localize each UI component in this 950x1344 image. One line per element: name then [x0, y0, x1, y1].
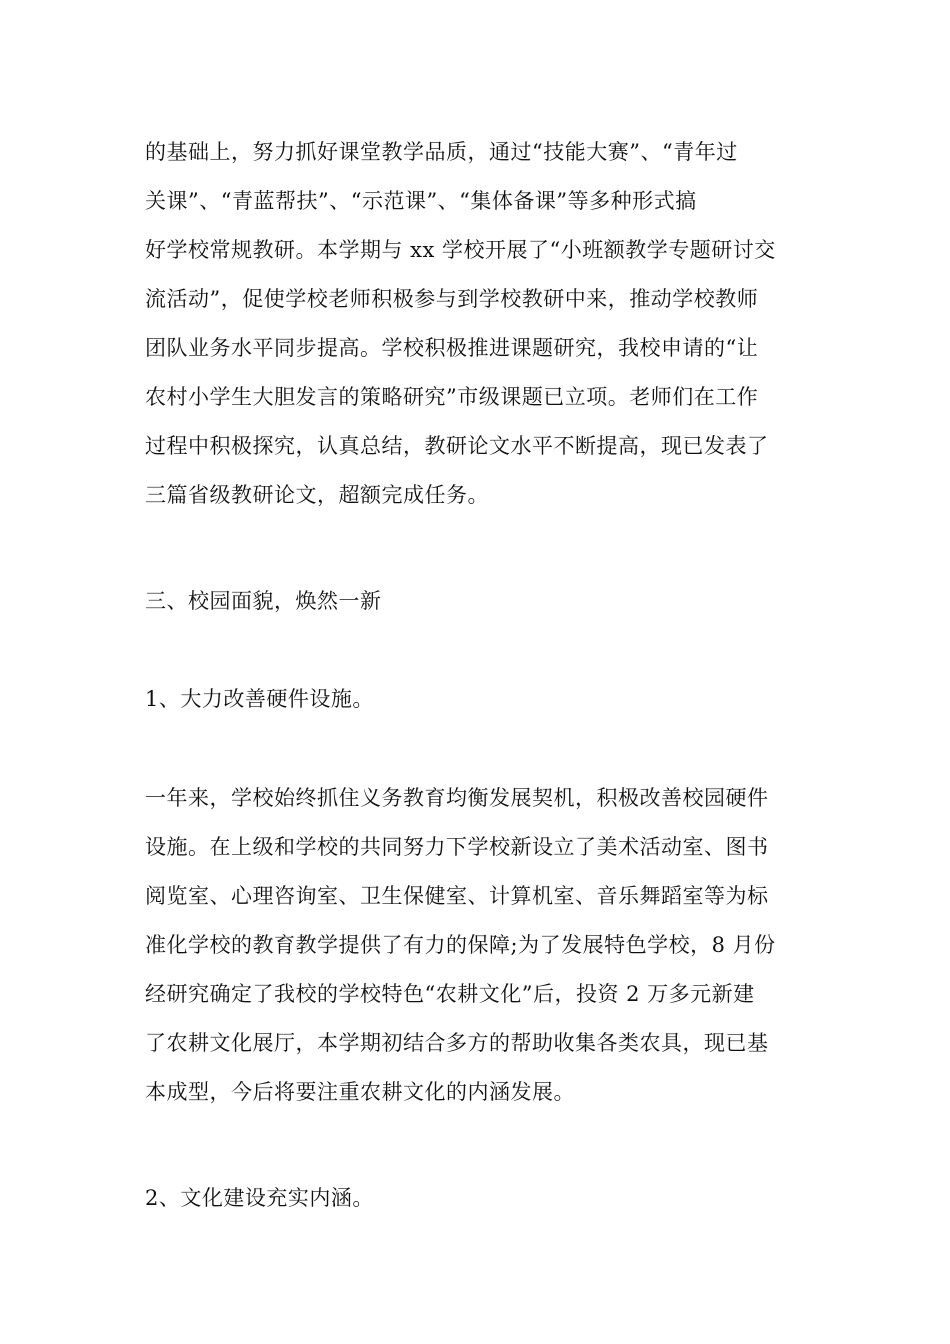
text-line: 一年来，学校始终抓住义务教育均衡发展契机，积极改善校园硬件 — [145, 786, 769, 810]
text-line: 关课”、“青蓝帮扶”、“示范课”、“集体备课”等多种形式搞 — [145, 189, 697, 213]
text-line: 了农耕文化展厅，本学期初结合多方的帮助收集各类农具，现已基 — [145, 1031, 769, 1055]
text-line: 农村小学生大胆发言的策略研究”市级课题已立项。老师们在工作 — [145, 385, 759, 409]
text-line: 本成型，今后将要注重农耕文化的内涵发展。 — [145, 1080, 575, 1104]
section-heading: 三、校园面貌，焕然一新 — [145, 589, 382, 613]
text-line: 三篇省级教研论文，超额完成任务。 — [145, 483, 489, 507]
text-line: 流活动”，促使学校老师积极参与到学校教研中来，推动学校教师 — [145, 287, 759, 311]
text-line: 经研究确定了我校的学校特色“农耕文化”后，投资 2 万多元新建 — [145, 982, 755, 1006]
text-line: 好学校常规教研。本学期与 xx 学校开展了“小班额教学专题研讨交 — [145, 238, 776, 262]
text-line: 的基础上，努力抓好课堂教学品质，通过“技能大赛”、“青年过 — [145, 140, 738, 164]
text-line: 过程中积极探究，认真总结，教研论文水平不断提高，现已发表了 — [145, 434, 769, 458]
text-line: 设施。在上级和学校的共同努力下学校新设立了美术活动室、图书 — [145, 835, 769, 859]
subsection-heading: 1、大力改善硬件设施。 — [145, 687, 374, 711]
text-line: 准化学校的教育教学提供了有力的保障;为了发展特色学校，8 月份 — [145, 933, 776, 957]
subsection-heading: 2、文化建设充实内涵。 — [145, 1186, 374, 1210]
text-line: 团队业务水平同步提高。学校积极推进课题研究，我校申请的“让 — [145, 336, 759, 360]
text-line: 阅览室、心理咨询室、卫生保健室、计算机室、音乐舞蹈室等为标 — [145, 884, 769, 908]
